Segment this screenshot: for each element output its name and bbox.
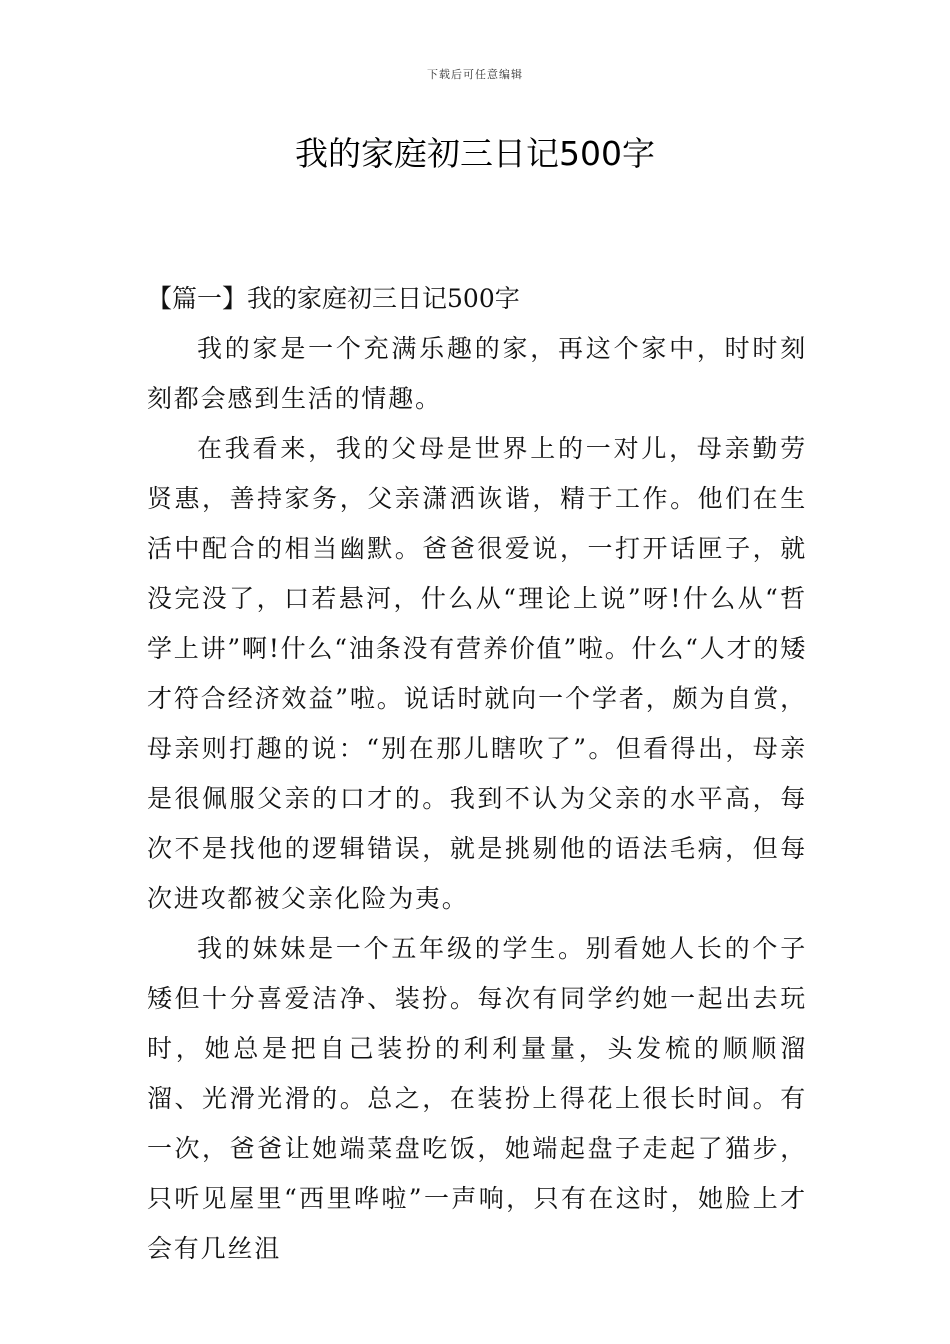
paragraph-sister: 我的妹妹是一个五年级的学生。别看她人长的个子矮但十分喜爱洁净、装扮。每次有同学约她一起出去玩时，她总是把自己装扮的利利量量，头发梳的顺顺溜溜、光滑光滑的。总之，在装扮上得花上很长时间。有一次，爸爸让她端菜盘吃饭，她端起盘子走起了猫步，只听见屋里“西里哗啦”一声响，只有在这时，她脸上才会有几丝沮 bbox=[147, 934, 807, 1263]
page-header-note: 下载后可任意编辑 bbox=[427, 68, 523, 81]
paragraph-parents: 在我看来，我的父母是世界上的一对儿，母亲勤劳贤惠，善持家务，父亲潇洒诙谐，精于工作。他们在生活中配合的相当幽默。爸爸很爱说，一打开话匣子，就没完没了，口若悬河，什么从“理论上说”呀!什么从“哲学上讲”啊!什么“油条没有营养价值”啦。什么“人才的矮才符合经济效益”啦。说话时就向一个学者，颇为自赏，母亲则打趣的说：“别在那儿瞎吹了”。但看得出，母亲是很佩服父亲的口才的。我到不认为父亲的水平高，每次不是找他的逻辑错误，就是挑剔他的语法毛病，但每次进攻都被父亲化险为夷。 bbox=[147, 434, 807, 913]
section-heading: 【篇一】我的家庭初三日记500字 bbox=[147, 284, 520, 313]
document-title: 我的家庭初三日记500字 bbox=[295, 134, 655, 173]
document-body bbox=[147, 274, 807, 1274]
paragraph-intro: 我的家是一个充满乐趣的家，再这个家中，时时刻刻都会感到生活的情趣。 bbox=[147, 334, 807, 413]
